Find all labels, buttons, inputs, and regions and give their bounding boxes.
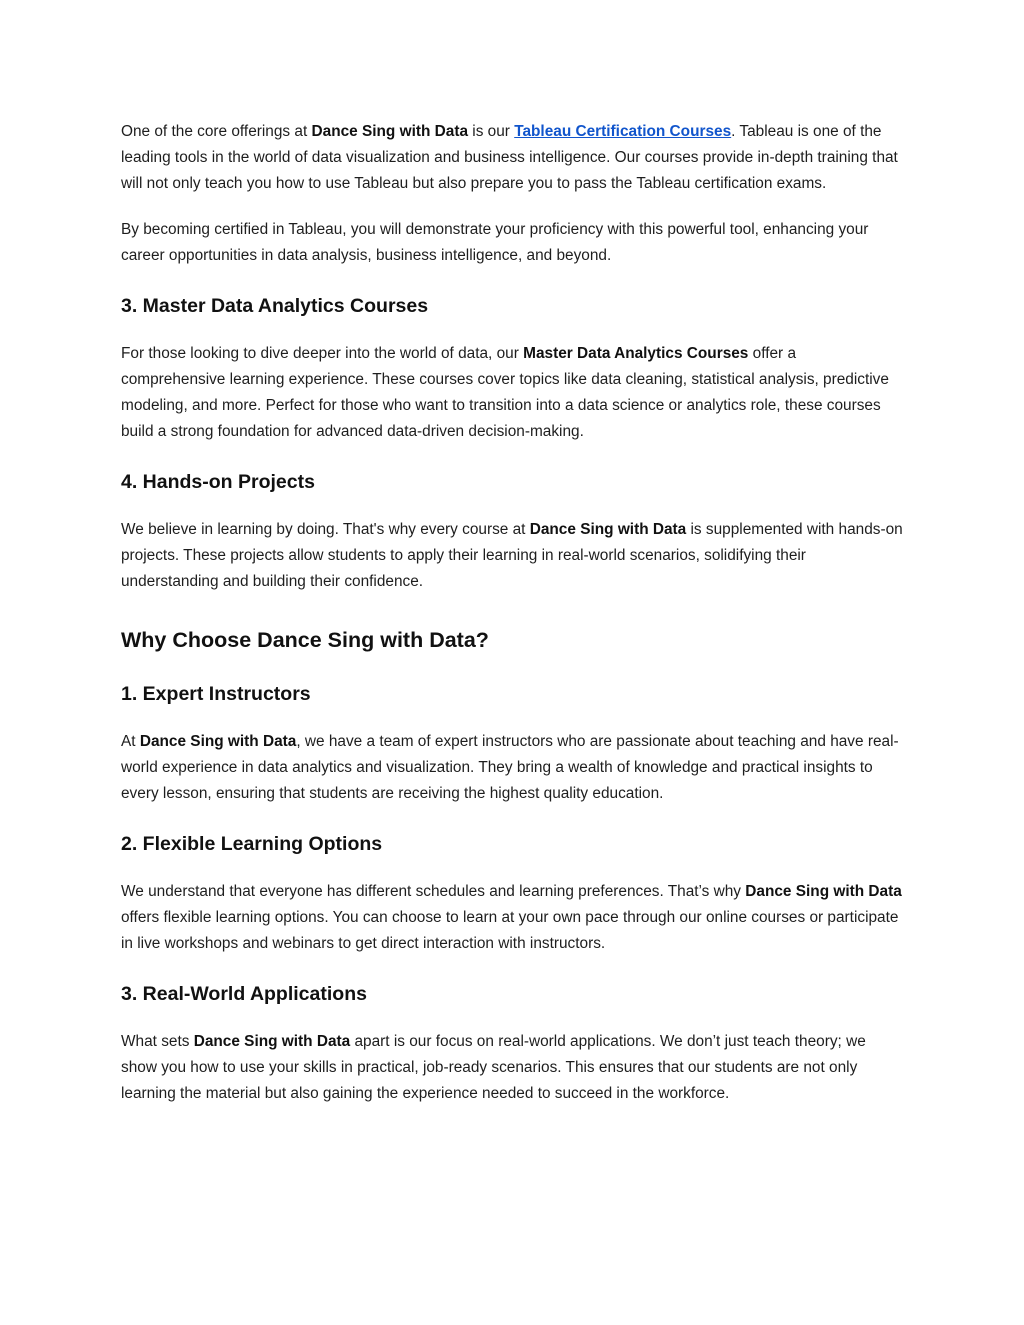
intro-paragraph-tableau	[121, 119, 903, 197]
master-data-analytics-paragraph	[121, 341, 903, 445]
rwa-text-2: apart is our focus on real-world applications. We don’t just teach theory; we show you how to use your skills in practical, job-ready scenarios. This ensures that our students are not only learning the material but also gaining the experience needed to succeed in the workforce.	[121, 1033, 866, 1102]
section-heading-real-world-applications: 3. Real-World Applications	[121, 983, 367, 1005]
expert-instructors-paragraph	[121, 729, 903, 807]
hop-bold: Dance Sing with Data	[529, 521, 687, 538]
fl-bold: Dance Sing with Data	[745, 883, 902, 900]
hands-on-projects-paragraph	[121, 517, 903, 595]
rwa-bold: Dance Sing with Data	[193, 1033, 351, 1050]
hop-text-2: is supplemented with hands-on projects. These projects allow students to apply their learning in real-world scenarios, solidifying their understanding and building their confidence.	[121, 521, 903, 590]
intro-text-3: . Tableau is one of the leading tools in the world of data visualization and business intelligence. Our courses provide in-depth training that will not only teach you how to use Tableau but also prepare you to pass the Tableau certification exams.	[121, 123, 898, 192]
ei-text-2: , we have a team of expert instructors who are passionate about teaching and have real-world experience in data analytics and visualization. They bring a wealth of knowledge and practical insights to every lesson, ensuring that students are receiving the highest quality education.	[121, 733, 899, 802]
real-world-applications-paragraph	[121, 1029, 903, 1107]
section-heading-hands-on-projects: 4. Hands-on Projects	[121, 471, 315, 493]
intro-text-1: One of the core offerings at	[121, 123, 312, 140]
section-heading-expert-instructors: 1. Expert Instructors	[121, 683, 311, 705]
intro-paragraph-certification: By becoming certified in Tableau, you will demonstrate your proficiency with this powerful tool, enhancing your career opportunities in data analysis, business intelligence, and beyond.	[121, 221, 869, 264]
brand-name: Dance Sing with Data	[311, 123, 469, 140]
rwa-text-1: What sets	[121, 1033, 194, 1050]
section-heading-flexible-learning: 2. Flexible Learning Options	[121, 833, 383, 855]
fl-text-2: offers flexible learning options. You can choose to learn at your own pace through our online courses or participate in live workshops and webinars to get direct interaction with instructors.	[121, 909, 899, 952]
document-body	[121, 119, 903, 1107]
flexible-learning-paragraph	[121, 879, 903, 957]
mda-bold: Master Data Analytics Courses	[523, 345, 749, 362]
section-heading-master-data-analytics: 3. Master Data Analytics Courses	[121, 295, 429, 317]
fl-text-1: We understand that everyone has different schedules and learning preferences. That’s why	[121, 883, 746, 900]
ei-bold: Dance Sing with Data	[139, 733, 297, 750]
section-title-why-choose: Why Choose Dance Sing with Data?	[121, 628, 489, 652]
intro-text-2: is our	[468, 123, 515, 140]
ei-text-1: At	[121, 733, 140, 750]
mda-text-2: offer a comprehensive learning experience. These courses cover topics like data cleaning, statistical analysis, predictive modeling, and more. Perfect for those who want to transition into a data science or analytics role, these courses build a strong foundation for advanced data-driven decision-making.	[121, 345, 889, 440]
hop-text-1: We believe in learning by doing. That's why every course at	[121, 521, 530, 538]
tableau-courses-link[interactable]: Tableau Certification Courses	[514, 123, 732, 140]
mda-text-1: For those looking to dive deeper into the world of data, our	[121, 345, 524, 362]
